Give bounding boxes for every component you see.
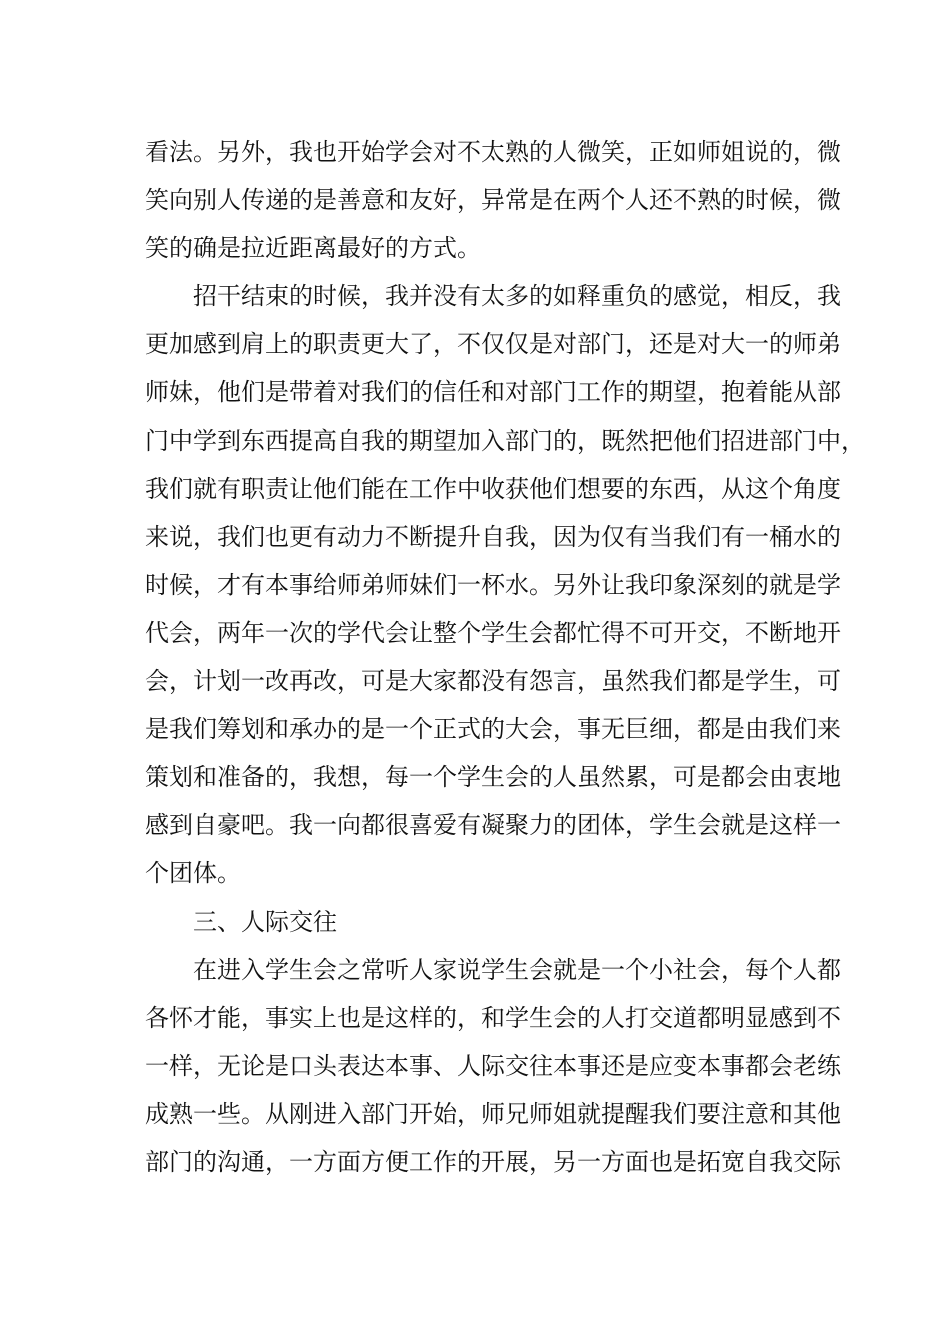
text-line: 看法。另外，我也开始学会对不太熟的人微笑，正如师姐说的，微 [145,138,841,166]
text-line: 我们就有职责让他们能在工作中收获他们想要的东西，从这个角度 [145,474,841,503]
text-line: 成熟一些。从刚进入部门开始，师兄师姐就提醒我们要注意和其他 [145,1099,841,1128]
text-line: 时候，才有本事给师弟师妹们一杯水。另外让我印象深刻的就是学 [145,570,841,599]
paragraph-start-line: 招干结束的时候，我并没有太多的如释重负的感觉，相反，我 [145,282,841,311]
text-line: 代会，两年一次的学代会让整个学生会都忙得不可开交，不断地开 [145,618,841,647]
paragraph-start-line: 在进入学生会之常听人家说学生会就是一个小社会，每个人都 [145,955,841,984]
text-line: 一样，无论是口头表达本事、人际交往本事还是应变本事都会老练 [145,1051,841,1080]
section-heading: 三、人际交往 [145,907,337,936]
text-line: 个团体。 [145,859,241,888]
text-line: 会，计划一改再改，可是大家都没有怨言，虽然我们都是学生，可 [145,667,841,696]
text-line: 笑向别人传递的是善意和友好，异常是在两个人还不熟的时候，微 [145,186,841,215]
text-line: 策划和准备的，我想，每一个学生会的人虽然累，可是都会由衷地 [145,763,841,792]
text-line: 感到自豪吧。我一向都很喜爱有凝聚力的团体，学生会就是这样一 [145,811,841,840]
text-line: 笑的确是拉近距离最好的方式。 [145,234,481,263]
text-line: 部门的沟通，一方面方便工作的开展，另一方面也是拓宽自我交际 [145,1147,841,1176]
text-line: 更加感到肩上的职责更大了，不仅仅是对部门，还是对大一的师弟 [145,330,841,359]
text-line: 门中学到东西提高自我的期望加入部门的，既然把他们招进部门中， [145,426,865,455]
text-line: 是我们筹划和承办的是一个正式的大会，事无巨细，都是由我们来 [145,715,841,744]
text-line: 来说，我们也更有动力不断提升自我，因为仅有当我们有一桶水的 [145,522,841,551]
body-text [145,128,865,1186]
text-line: 各怀才能，事实上也是这样的，和学生会的人打交道都明显感到不 [145,1003,841,1032]
text-line: 师妹，他们是带着对我们的信任和对部门工作的期望，抱着能从部 [145,378,841,407]
